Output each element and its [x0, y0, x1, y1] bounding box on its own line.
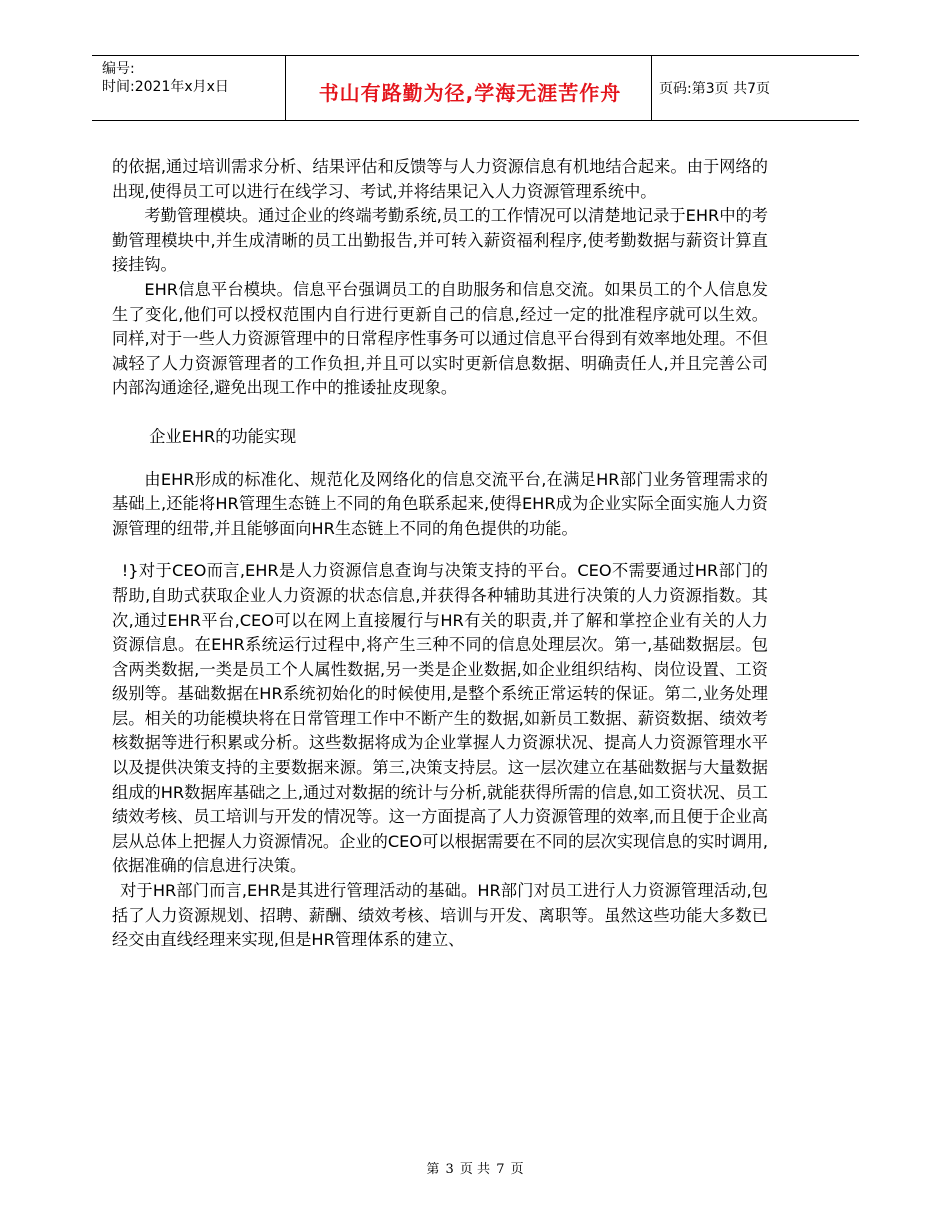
footer-page-number: 3: [445, 1162, 454, 1177]
paragraph-ehr-overview: 由EHR形成的标准化、规范化及网络化的信息交流平台,在满足HR部门业务管理需求的基础上,还能将HR管理生态链上不同的角色联系起来,使得EHR成为企业实际全面实施人力资源管理的纽带,并且能够面向HR生态链上不同的角色提供的功能。: [112, 469, 768, 538]
footer-total-pages: 7: [496, 1162, 505, 1177]
paragraph-hr-department: 对于HR部门而言,EHR是其进行管理活动的基础。HR部门对员工进行人力资源管理活动,包括了人力资源规划、招聘、薪酬、绩效考核、培训与开发、离职等。虽然这些功能大多数已经交由直线经理来实现,但是HR管理体系的建立、: [112, 881, 768, 950]
header-divider-right: [651, 55, 652, 121]
section-heading: 企业EHR的功能实现: [149, 426, 297, 446]
doc-number-label: 编号:: [102, 61, 135, 77]
footer-prefix: 第: [426, 1162, 440, 1177]
paragraph-ehr-platform: EHR信息平台模块。信息平台强调员工的自助服务和信息交流。如果员工的个人信息发生了变化,他们可以授权范围内自行进行更新自己的信息,经过一定的批准程序就可以生效。同样,对于一些人力资源管理中的日常程序性事务可以通过信息平台得到有效率地处理。不但减轻了人力资源管理者的工作负担,并且可以实时更新信息数据、明确责任人,并且完善公司内部沟通途径,避免出现工作中的推诿扯皮现象。: [112, 279, 768, 398]
page-footer: [0, 1158, 950, 1177]
footer-mid: 页 共: [459, 1162, 491, 1177]
header-divider-left: [285, 55, 286, 121]
document-body: [112, 155, 768, 953]
header-bottom-rule: [92, 120, 859, 121]
paragraph-attendance: 考勤管理模块。通过企业的终端考勤系统,员工的工作情况可以清楚地记录于EHR中的考勤管理模块中,并生成清晰的员工出勤报告,并可转入薪资福利程序,使考勤数据与薪资计算直接挂钩。: [112, 206, 768, 275]
header-motto: 书山有路勤为径,学海无涯苦作舟: [318, 81, 622, 105]
paragraph-training: 的依据,通过培训需求分析、结果评估和反馈等与人力资源信息有机地结合起来。由于网络的出现,使得员工可以进行在线学习、考试,并将结果记入人力资源管理系统中。: [112, 157, 768, 201]
paragraph-ceo: !}对于CEO而言,EHR是人力资源信息查询与决策支持的平台。CEO不需要通过HR部门的帮助,自助式获取企业人力资源的状态信息,并获得各种辅助其进行决策的人力资源指数。其次,通过EHR平台,CEO可以在网上直接履行与HR有关的职责,并了解和掌控企业有关的人力资源信息。在EHR系统运行过程中,将产生三种不同的信息处理层次。第一,基础数据层。包含两类数据,一类是员工个人属性数据,另一类是企业数据,如企业组织结构、岗位设置、工资级别等。基础数据在HR系统初始化的时候使用,是整个系统正常运转的保证。第二,业务处理层。相关的功能模块将在日常管理工作中不断产生的数据,如新员工数据、薪资数据、绩效考核数据等进行积累或分析。这些数据将成为企业掌握人力资源状况、提高人力资源管理水平以及提供决策支持的主要数据来源。第三,决策支持层。这一层次建立在基础数据与大量数据组成的HR数据库基础之上,通过对数据的统计与分析,就能获得所需的信息,如工资状况、员工绩效考核、员工培训与开发的情况等。这一方面提高了人力资源管理的效率,而且便于企业高层从总体上把握人力资源情况。企业的CEO可以根据需要在不同的层次实现信息的实时调用,依据准确的信息进行决策。: [112, 561, 768, 876]
footer-suffix: 页: [510, 1162, 524, 1177]
header-top-rule: [92, 55, 859, 56]
header-page-info: 页码:第3页 共7页: [659, 81, 770, 97]
doc-time-label: 时间:2021年x月x日: [102, 79, 229, 95]
